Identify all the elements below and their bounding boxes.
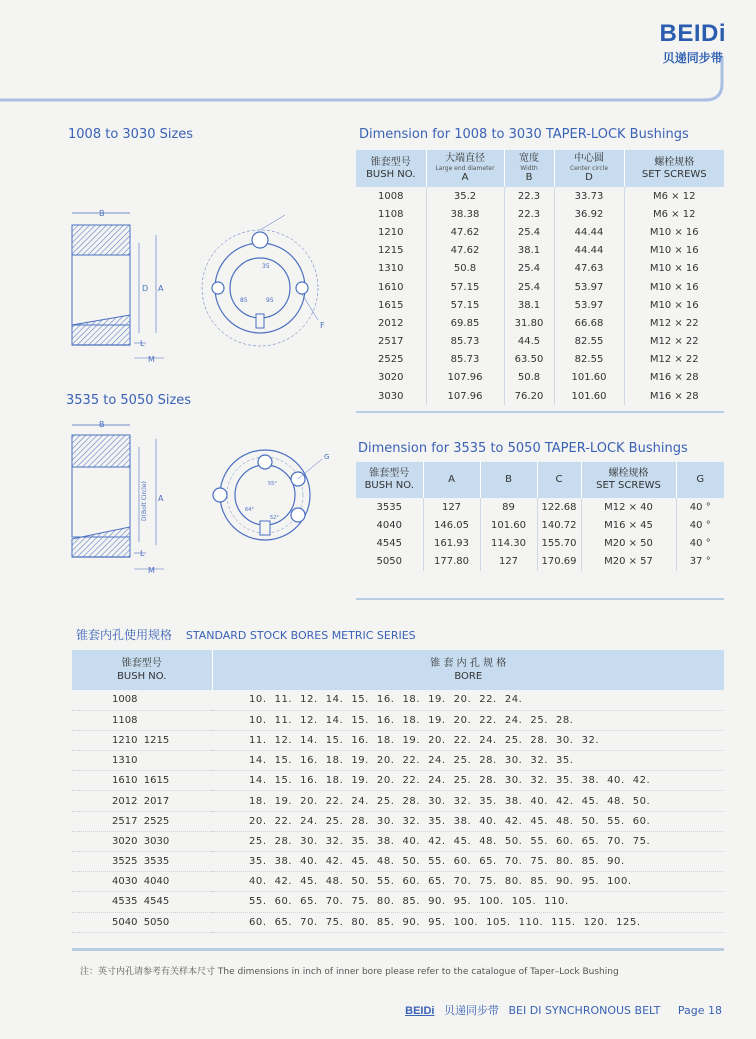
table-cell: 38.38 <box>426 205 504 223</box>
table-row <box>72 852 724 872</box>
table1-header-bush-en: BUSH NO. <box>366 168 416 180</box>
table-row <box>72 690 724 710</box>
table1-header-d-letter: D <box>585 172 593 183</box>
table1-header-b-small: Width <box>520 165 538 172</box>
table-cell: 76.20 <box>504 387 554 405</box>
table-row <box>356 387 724 405</box>
table1-bottom-rule <box>356 411 724 413</box>
label-a-2: A <box>158 494 164 503</box>
table-cell: 50.8 <box>426 260 504 278</box>
table-row <box>72 831 724 851</box>
bushing-front-view-large <box>200 445 340 555</box>
table-cell: M12 × 22 <box>649 317 699 329</box>
table-row <box>356 223 724 241</box>
bores-bush-cell: 2517 2525 <box>72 811 212 831</box>
table1-header-screws-cn: 螺栓规格 <box>654 156 695 168</box>
table1-header-bush <box>356 150 426 187</box>
table2-header-bush-cn: 锥套型号 <box>369 468 410 479</box>
section-title-1008-3030: 1008 to 3030 Sizes <box>68 127 194 142</box>
bores-values-cell: 10. 11. 12. 14. 15. 16. 18. 19. 20. 22. 24. 25. 28. <box>212 710 724 730</box>
table-cell: 25.4 <box>504 260 554 278</box>
brand-cn: 贝递同步带 <box>662 51 723 65</box>
table-row <box>356 260 724 278</box>
table-row <box>356 369 724 387</box>
table-cell: M20 × 57 <box>581 553 676 571</box>
footer-en: BEI DI SYNCHRONOUS BELT <box>508 1004 661 1017</box>
bushing-front-view-small <box>200 210 340 350</box>
table-cell: 37 ° <box>689 556 711 568</box>
table-cell: 1615 <box>356 296 426 314</box>
table-cell: 85.73 <box>426 351 504 369</box>
bores-header-bush-en: BUSH NO. <box>117 671 167 682</box>
brand-logo: BEIDi <box>659 20 726 47</box>
table-cell: 4545 <box>356 534 423 552</box>
table-cell: 66.68 <box>554 314 624 332</box>
table-cell: 44.44 <box>554 242 624 260</box>
table-cell: M12 × 22 <box>649 354 699 366</box>
table-cell: 155.70 <box>537 534 581 552</box>
bores-bush-cell: 5040 5050 <box>72 912 212 932</box>
table-cell: 1610 <box>356 278 426 296</box>
label-angle-35: 35 <box>262 263 270 270</box>
table-cell: M12 × 40 <box>581 498 676 516</box>
table-cell: 40 ° <box>689 519 711 531</box>
label-l-2: L <box>140 549 145 558</box>
bushing-side-view-small <box>64 205 184 375</box>
table-cell: 101.60 <box>554 387 624 405</box>
table2-header-bush <box>356 462 423 498</box>
dimension-table-3535-5050 <box>356 462 724 571</box>
table1-header-screws <box>624 150 724 187</box>
bores-bush-cell: 3020 3030 <box>72 831 212 851</box>
table-row <box>356 187 724 205</box>
bores-values-cell: 14. 15. 16. 18. 19. 20. 22. 24. 25. 28. 30. 32. 35. <box>212 751 724 771</box>
bores-values-cell: 55. 60. 65. 70. 75. 80. 85. 90. 95. 100. 105. 110. <box>212 892 724 912</box>
table-cell: 69.85 <box>426 314 504 332</box>
table2-header-g: G <box>676 462 724 498</box>
table-row <box>356 242 724 260</box>
table-cell: 3030 <box>356 387 426 405</box>
label-bolt-circle: D(Bolt Circle) <box>141 481 148 521</box>
footer-page: Page 18 <box>677 1004 722 1017</box>
header-frame <box>0 0 756 110</box>
table-cell: 82.55 <box>554 333 624 351</box>
table-cell: 1210 <box>356 223 426 241</box>
table-cell: 38.1 <box>504 296 554 314</box>
label-angle-52: 52° <box>270 515 279 521</box>
table-cell: 40 ° <box>689 501 711 513</box>
table-cell: 5050 <box>356 553 423 571</box>
table-cell: M10 × 16 <box>649 226 699 238</box>
table2-header-screws-en: SET SCREWS <box>596 480 661 491</box>
bores-bush-cell: 1108 <box>72 710 212 730</box>
table-cell: 101.60 <box>554 369 624 387</box>
table-cell: 57.15 <box>426 296 504 314</box>
table-cell: M16 × 45 <box>581 516 676 534</box>
table-row <box>356 314 724 332</box>
table1-header-b-letter: B <box>525 172 533 183</box>
bores-header-bush <box>72 650 212 690</box>
label-f: F <box>320 321 325 330</box>
bushing-side-view-large <box>64 417 184 577</box>
bores-bush-cell: 3525 3535 <box>72 852 212 872</box>
table-cell: M6 × 12 <box>653 208 696 220</box>
table-cell: 47.62 <box>426 223 504 241</box>
table-cell: 63.50 <box>504 351 554 369</box>
table-cell: 44.5 <box>504 333 554 351</box>
footer-cn: 贝递同步带 <box>443 1004 499 1017</box>
label-b: B <box>99 209 105 218</box>
bores-header-bore-en: BORE <box>454 671 483 682</box>
bores-title-en: STANDARD STOCK BORES METRIC SERIES <box>185 629 416 642</box>
table-cell: 85.73 <box>426 333 504 351</box>
table-cell: 47.63 <box>554 260 624 278</box>
table-cell: 2012 <box>356 314 426 332</box>
table2-header-c: C <box>537 462 581 498</box>
table-cell: 38.1 <box>504 242 554 260</box>
table-cell: 1008 <box>356 187 426 205</box>
bores-bush-cell: 2012 2017 <box>72 791 212 811</box>
label-angle-95: 95 <box>266 297 274 304</box>
bores-bush-cell: 4535 4545 <box>72 892 212 912</box>
table-cell: M10 × 16 <box>649 281 699 293</box>
table2-header-a: A <box>423 462 480 498</box>
bores-header-bore-cn: 锥 套 内 孔 规 格 <box>430 658 507 669</box>
table-row <box>356 296 724 314</box>
table-cell: 22.3 <box>504 205 554 223</box>
table-cell: 140.72 <box>537 516 581 534</box>
table1-header-b-cn: 宽度 <box>519 153 539 164</box>
table-row <box>356 553 724 571</box>
bores-values-cell: 20. 22. 24. 25. 28. 30. 32. 35. 38. 40. 42. 45. 48. 50. 55. 60. <box>212 811 724 831</box>
table-cell: 33.73 <box>554 187 624 205</box>
table-row <box>356 333 724 351</box>
table1-header-bush-cn: 锥套型号 <box>370 156 411 168</box>
table-cell: 57.15 <box>426 278 504 296</box>
bores-title <box>76 626 416 643</box>
table-cell: 89 <box>480 498 537 516</box>
label-m-2: M <box>148 566 155 575</box>
table-row <box>356 498 724 516</box>
table-cell: 44.44 <box>554 223 624 241</box>
table-cell: M20 × 50 <box>581 534 676 552</box>
dimension-table-1008-3030 <box>356 150 724 405</box>
label-angle-85: 85 <box>240 297 248 304</box>
table2-header-bush-en: BUSH NO. <box>364 480 414 491</box>
label-d: D <box>142 284 149 293</box>
table-cell: 25.4 <box>504 278 554 296</box>
table-row <box>356 205 724 223</box>
table-cell: 50.8 <box>504 369 554 387</box>
table-cell: 146.05 <box>423 516 480 534</box>
table-cell: M6 × 12 <box>653 190 696 202</box>
table-cell: 25.4 <box>504 223 554 241</box>
table-cell: M16 × 28 <box>649 390 699 402</box>
bores-values-cell: 25. 28. 30. 32. 35. 38. 40. 42. 45. 48. 50. 55. 60. 65. 70. 75. <box>212 831 724 851</box>
footer-logo: BEIDi <box>405 1005 435 1017</box>
table-cell: M10 × 16 <box>649 245 699 257</box>
table1-title: Dimension for 1008 to 3030 TAPER-LOCK Bushings <box>359 127 689 142</box>
table-cell: 4040 <box>356 516 423 534</box>
page-footer <box>399 1002 722 1018</box>
table-row <box>72 751 724 771</box>
bores-header-bush-cn: 锥套型号 <box>121 658 162 669</box>
table-cell: 114.30 <box>480 534 537 552</box>
table-row <box>72 710 724 730</box>
table-cell: 1215 <box>356 242 426 260</box>
table2-header-screws <box>581 462 676 498</box>
table-row <box>356 351 724 369</box>
table-cell: M10 × 16 <box>649 263 699 275</box>
table-cell: 122.68 <box>537 498 581 516</box>
section-title-3535-5050: 3535 to 5050 Sizes <box>66 393 192 408</box>
footnote: 注：英寸内孔请参考有关样本尺寸 The dimensions in inch of inner bore please refer to the catalogue of Taper–Lock Bushing <box>80 967 619 977</box>
table1-header-a-cn: 大端直径 <box>445 153 485 164</box>
table-cell: 82.55 <box>554 351 624 369</box>
table2-header-screws-cn: 螺栓规格 <box>608 468 649 479</box>
table-cell: 40 ° <box>689 537 711 549</box>
bores-bush-cell: 1610 1615 <box>72 771 212 791</box>
table-cell: 1108 <box>356 205 426 223</box>
table-cell: 36.92 <box>554 205 624 223</box>
table-cell: 127 <box>480 553 537 571</box>
table-cell: 107.96 <box>426 387 504 405</box>
table-cell: 3535 <box>356 498 423 516</box>
table-row <box>356 278 724 296</box>
table-cell: 31.80 <box>504 314 554 332</box>
table1-header-screws-en: SET SCREWS <box>641 168 707 180</box>
table-row <box>356 534 724 552</box>
table1-header-a-letter: A <box>461 172 469 183</box>
label-angle-64: 64° <box>245 507 254 513</box>
table1-header-b <box>504 150 554 187</box>
table-cell: 2525 <box>356 351 426 369</box>
bores-table <box>72 650 724 933</box>
table-row <box>72 771 724 791</box>
table2-title: Dimension for 3535 to 5050 TAPER-LOCK Bushings <box>358 441 688 456</box>
bores-header-bore <box>212 650 724 690</box>
table-cell: 107.96 <box>426 369 504 387</box>
bores-bush-cell: 1008 <box>72 690 212 710</box>
label-a: A <box>158 284 164 293</box>
table-row <box>72 811 724 831</box>
table1-header-d-small: Center circle <box>569 165 609 172</box>
table-row <box>356 516 724 534</box>
table-cell: 2517 <box>356 333 426 351</box>
bores-values-cell: 10. 11. 12. 14. 15. 16. 18. 19. 20. 22. 24. <box>212 690 724 710</box>
table-cell: 1310 <box>356 260 426 278</box>
bores-values-cell: 18. 19. 20. 22. 24. 25. 28. 30. 32. 35. 38. 40. 42. 45. 48. 50. <box>212 791 724 811</box>
table-cell: 3020 <box>356 369 426 387</box>
bores-bush-cell: 1210 1215 <box>72 730 212 750</box>
brand-block <box>659 20 726 66</box>
table1-header-a <box>426 150 504 187</box>
bores-values-cell: 60. 65. 70. 75. 80. 85. 90. 95. 100. 105. 110. 115. 120. 125. <box>212 912 724 932</box>
label-m: M <box>148 355 155 364</box>
table-cell: 101.60 <box>480 516 537 534</box>
table-row <box>72 730 724 750</box>
table-row <box>72 872 724 892</box>
table-cell: 47.62 <box>426 242 504 260</box>
table-cell: 35.2 <box>426 187 504 205</box>
table-row <box>72 912 724 932</box>
bores-title-cn: 锥套内孔使用规格 <box>76 628 173 642</box>
table-cell: 170.69 <box>537 553 581 571</box>
label-l: L <box>140 339 145 348</box>
table-row <box>72 791 724 811</box>
table2-bottom-rule <box>356 598 724 600</box>
bores-values-cell: 35. 38. 40. 42. 45. 48. 50. 55. 60. 65. 70. 75. 80. 85. 90. <box>212 852 724 872</box>
table-cell: 177.80 <box>423 553 480 571</box>
table-cell: 127 <box>423 498 480 516</box>
table-cell: 53.97 <box>554 296 624 314</box>
bores-values-cell: 40. 42. 45. 48. 50. 55. 60. 65. 70. 75. 80. 85. 90. 95. 100. <box>212 872 724 892</box>
bores-bottom-rule <box>72 948 724 951</box>
table-cell: 161.93 <box>423 534 480 552</box>
table-cell: M16 × 28 <box>649 372 699 384</box>
table1-header-d-cn: 中心圆 <box>574 153 604 164</box>
table2-header-b: B <box>480 462 537 498</box>
table-cell: 22.3 <box>504 187 554 205</box>
label-b-2: B <box>99 420 105 429</box>
table-cell: 53.97 <box>554 278 624 296</box>
table-cell: M10 × 16 <box>649 299 699 311</box>
table1-header-a-small: Large end diameter <box>435 165 495 172</box>
table-row <box>72 892 724 912</box>
bores-bush-cell: 4030 4040 <box>72 872 212 892</box>
table-cell: M12 × 22 <box>649 336 699 348</box>
label-g: G <box>324 453 330 461</box>
label-angle-55: 55° <box>268 481 277 487</box>
header-bracket-line <box>0 0 756 110</box>
bores-values-cell: 14. 15. 16. 18. 19. 20. 22. 24. 25. 28. 30. 32. 35. 38. 40. 42. <box>212 771 724 791</box>
bores-bush-cell: 1310 <box>72 751 212 771</box>
table1-header-d <box>554 150 624 187</box>
bores-values-cell: 11. 12. 14. 15. 16. 18. 19. 20. 22. 24. 25. 28. 30. 32. <box>212 730 724 750</box>
